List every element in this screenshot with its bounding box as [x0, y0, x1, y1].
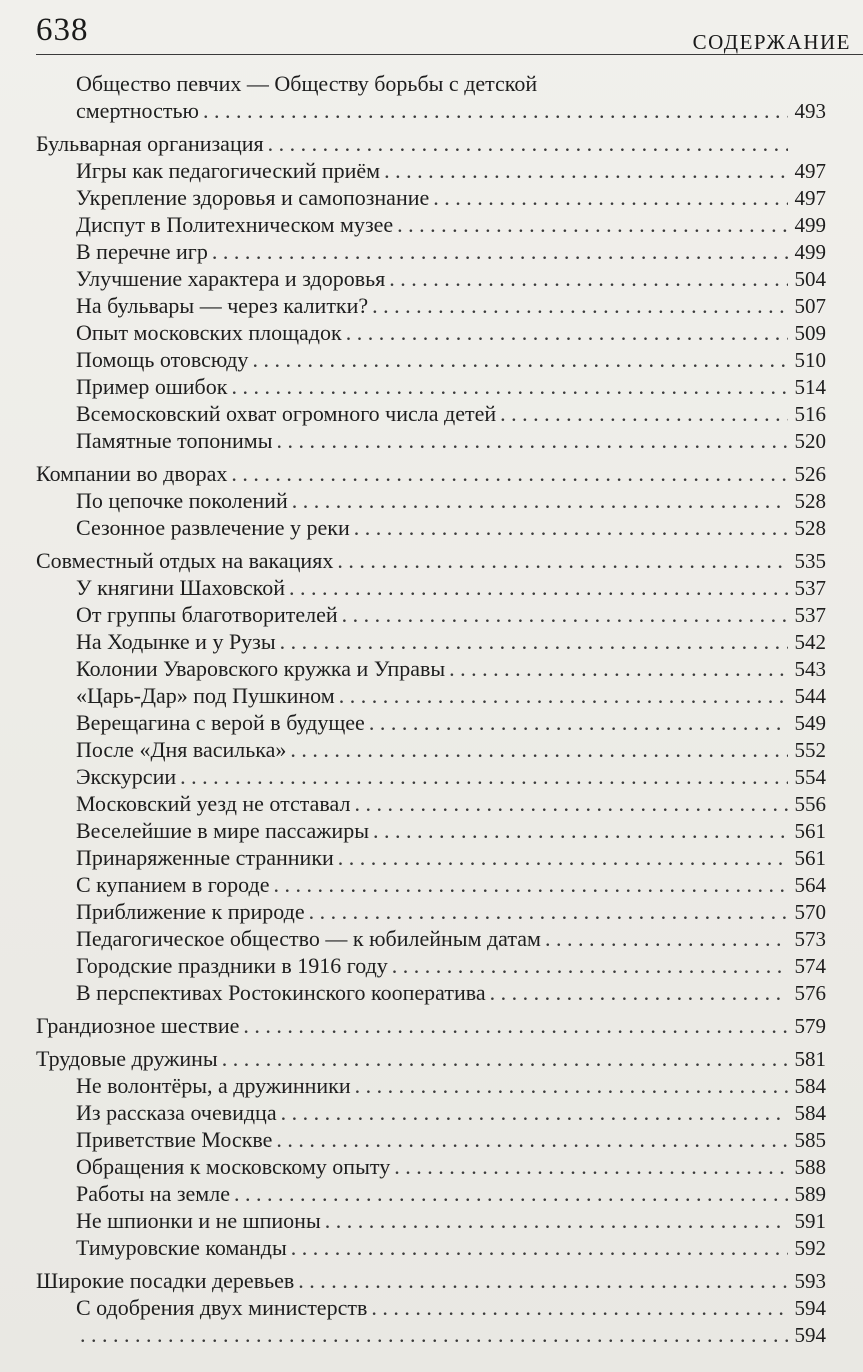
- toc-page-number: 544: [794, 684, 826, 708]
- toc-leader-dots: [325, 1207, 788, 1234]
- toc-entry-title: В перечне игр: [76, 239, 208, 264]
- toc-entry-title: Приветствие Москве: [76, 1127, 273, 1152]
- toc-leader-dots: [243, 1012, 788, 1039]
- toc-entry-title: Диспут в Политехническом музее: [76, 212, 394, 237]
- toc-entry-title: На Ходынке и у Рузы: [76, 629, 276, 654]
- toc-leader-dots: [373, 817, 788, 844]
- toc-section-row: [36, 130, 826, 157]
- toc-page-number: 564: [794, 873, 826, 897]
- toc-entry-row: [36, 1234, 826, 1261]
- toc-entry-title: Сезонное развлечение у реки: [76, 515, 350, 540]
- toc-leader-dots: [280, 628, 788, 655]
- toc-leader-dots: [346, 319, 788, 346]
- toc-page-number: 507: [794, 294, 826, 318]
- running-head: СОДЕРЖАНИЕ: [692, 30, 851, 54]
- toc-leader-dots: [392, 952, 788, 979]
- toc-section-row: [36, 547, 826, 574]
- toc-section-row: [36, 1267, 826, 1294]
- toc-entry-row: [36, 1294, 826, 1321]
- toc-entry-row: [36, 871, 826, 898]
- table-of-contents: [36, 70, 826, 1348]
- toc-page-number: 594: [794, 1323, 826, 1347]
- toc-leader-dots: [231, 373, 788, 400]
- toc-entry-row: [36, 292, 826, 319]
- toc-page-number: 514: [794, 375, 826, 399]
- toc-entry-title: От группы благотворителей: [76, 602, 338, 627]
- toc-entry-row: [36, 211, 826, 238]
- toc-leader-dots: [490, 979, 788, 1006]
- toc-leader-dots: [292, 487, 788, 514]
- toc-entry-row: [36, 925, 826, 952]
- toc-entry-row: [36, 97, 826, 124]
- toc-leader-dots: [369, 709, 788, 736]
- toc-entry-row: [36, 952, 826, 979]
- toc-entry-row: [36, 763, 826, 790]
- toc-entry-row: [36, 514, 826, 541]
- toc-leader-dots: [180, 763, 788, 790]
- toc-entry-title: После «Дня василька»: [76, 737, 287, 762]
- toc-entry-row: [36, 601, 826, 628]
- toc-leader-dots: [342, 601, 788, 628]
- toc-entry-row: [36, 709, 826, 736]
- toc-entry-row: [36, 427, 826, 454]
- toc-leader-dots: [234, 1180, 788, 1207]
- toc-page-number: 552: [794, 738, 826, 762]
- toc-leader-dots: [80, 1321, 788, 1348]
- toc-entry-title: Веселейшие в мире пассажиры: [76, 818, 369, 843]
- toc-entry-row: [36, 979, 826, 1006]
- toc-page-number: 497: [794, 186, 826, 210]
- toc-entry-title: Укрепление здоровья и самопознание: [76, 185, 430, 210]
- toc-leader-dots: [281, 1099, 788, 1126]
- toc-entry-title: На бульвары — через калитки?: [76, 293, 369, 318]
- toc-entry-row: [36, 1126, 826, 1153]
- toc-entry-title: Городские праздники в 1916 году: [76, 953, 388, 978]
- toc-entry-row: [36, 184, 826, 211]
- toc-leader-dots: [371, 1294, 788, 1321]
- toc-entry-row: [36, 898, 826, 925]
- toc-page-number: 585: [794, 1128, 826, 1152]
- toc-page-number: 504: [794, 267, 826, 291]
- toc-entry-title: Опыт московских площадок: [76, 320, 342, 345]
- toc-entry-row: [36, 790, 826, 817]
- toc-page-number: 574: [794, 954, 826, 978]
- toc-entry-row: [36, 373, 826, 400]
- toc-page-number: 528: [794, 516, 826, 540]
- toc-leader-dots: [290, 736, 788, 763]
- toc-entry-row: [36, 817, 826, 844]
- toc-entry-title: Верещагина с верой в будущее: [76, 710, 365, 735]
- toc-leader-dots: [274, 871, 788, 898]
- toc-leader-dots: [355, 1072, 788, 1099]
- toc-entry-title: С одобрения двух министерств: [76, 1295, 368, 1320]
- toc-page-number: 510: [794, 348, 826, 372]
- toc-entry-title: Не волонтёры, а дружинники: [76, 1073, 351, 1098]
- toc-page-number: 593: [794, 1269, 826, 1293]
- toc-page-number: 499: [794, 213, 826, 237]
- toc-page-number: 589: [794, 1182, 826, 1206]
- toc-entry-row: [36, 1321, 826, 1348]
- toc-entry-row: [36, 346, 826, 373]
- toc-page-number: 576: [794, 981, 826, 1005]
- toc-leader-dots: [276, 1126, 788, 1153]
- toc-leader-dots: [291, 1234, 788, 1261]
- toc-page-number: 584: [794, 1101, 826, 1125]
- toc-leader-dots: [433, 184, 788, 211]
- toc-entry-title: Московский уезд не отставал: [76, 791, 351, 816]
- toc-entry-title: Не шпионки и не шпионы: [76, 1208, 321, 1233]
- toc-leader-dots: [449, 655, 788, 682]
- toc-leader-dots: [289, 574, 788, 601]
- toc-page-number: 528: [794, 489, 826, 513]
- toc-section-row: [36, 1045, 826, 1072]
- toc-leader-dots: [268, 130, 788, 157]
- toc-entry-title: Принаряженные странники: [76, 845, 334, 870]
- toc-entry-title: Игры как педагогический приём: [76, 158, 381, 183]
- toc-entry-row: [36, 487, 826, 514]
- toc-entry-title: В перспективах Ростокинского кооператива: [76, 980, 486, 1005]
- toc-entry-row: [36, 1099, 826, 1126]
- header-rule: [36, 54, 863, 55]
- toc-leader-dots: [394, 1153, 788, 1180]
- toc-section-row: [36, 1012, 826, 1039]
- toc-entry-row: [36, 157, 826, 184]
- toc-page-number: 594: [794, 1296, 826, 1320]
- toc-page-number: 554: [794, 765, 826, 789]
- toc-page-number: 556: [794, 792, 826, 816]
- toc-leader-dots: [337, 547, 788, 574]
- toc-entry-title: У княгини Шаховской: [76, 575, 285, 600]
- toc-entry-title: Улучшение характера и здоровья: [76, 266, 386, 291]
- toc-page-number: 497: [794, 159, 826, 183]
- toc-entry-row: [36, 682, 826, 709]
- toc-page-number: 509: [794, 321, 826, 345]
- toc-page-number: 561: [794, 846, 826, 870]
- toc-section-title: Широкие посадки деревьев: [36, 1268, 295, 1293]
- toc-leader-dots: [545, 925, 788, 952]
- page-header: [36, 10, 863, 56]
- toc-entry-title: Пример ошибок: [76, 374, 228, 399]
- toc-entry-title: Из рассказа очевидца: [76, 1100, 277, 1125]
- toc-leader-dots: [298, 1267, 788, 1294]
- toc-page-number: 561: [794, 819, 826, 843]
- toc-page-number: 570: [794, 900, 826, 924]
- toc-entry-row: [36, 1180, 826, 1207]
- toc-entry-row: [36, 844, 826, 871]
- toc-entry-title: По цепочке поколений: [76, 488, 288, 513]
- toc-entry-title: С купанием в городе: [76, 872, 270, 897]
- toc-entry-title: Памятные топонимы: [76, 428, 273, 453]
- toc-entry-row: [36, 238, 826, 265]
- toc-page-number: 581: [794, 1047, 826, 1071]
- toc-page-number: 592: [794, 1236, 826, 1260]
- toc-entry-row: [36, 574, 826, 601]
- toc-page-number: 526: [794, 462, 826, 486]
- toc-leader-dots: [397, 211, 788, 238]
- toc-page-number: 499: [794, 240, 826, 264]
- toc-leader-dots: [384, 157, 788, 184]
- toc-page-number: 493: [794, 99, 826, 123]
- toc-leader-dots: [354, 790, 788, 817]
- toc-entry-title: Работы на земле: [76, 1181, 230, 1206]
- toc-continued-title: Общество певчих — Обществу борьбы с детской: [76, 71, 538, 96]
- toc-entry-title: Тимуровские команды: [76, 1235, 287, 1260]
- toc-entry-row: [36, 736, 826, 763]
- toc-section-title: Бульварная организация: [36, 131, 264, 156]
- toc-page-number: 542: [794, 630, 826, 654]
- toc-entry-row: [36, 265, 826, 292]
- toc-leader-dots: [389, 265, 788, 292]
- toc-leader-dots: [338, 844, 788, 871]
- toc-page-number: 516: [794, 402, 826, 426]
- toc-entry-row: [36, 1072, 826, 1099]
- toc-leader-dots: [222, 1045, 788, 1072]
- toc-entry-title: Колонии Уваровского кружка и Управы: [76, 656, 446, 681]
- toc-entry-title: Приближение к природе: [76, 899, 305, 924]
- toc-page-number: 537: [794, 603, 826, 627]
- toc-page-number: 543: [794, 657, 826, 681]
- toc-leader-dots: [500, 400, 788, 427]
- toc-page-number: 537: [794, 576, 826, 600]
- toc-entry-title: Всемосковский охват огромного числа детей: [76, 401, 497, 426]
- toc-leader-dots: [212, 238, 788, 265]
- toc-entry-row: [36, 628, 826, 655]
- toc-leader-dots: [372, 292, 788, 319]
- toc-entry-title: Обращения к московскому опыту: [76, 1154, 391, 1179]
- toc-leader-dots: [203, 97, 788, 124]
- toc-entry-title: смертностью: [76, 98, 199, 123]
- toc-entry-row: [36, 1153, 826, 1180]
- toc-section-title: Грандиозное шествие: [36, 1013, 240, 1038]
- toc-entry-title: Педагогическое общество — к юбилейным датам: [76, 926, 541, 951]
- toc-entry-title: Помощь отовсюду: [76, 347, 249, 372]
- toc-entry-row: [36, 319, 826, 346]
- toc-section-title: Компании во дворах: [36, 461, 228, 486]
- page-number: 638: [36, 12, 89, 48]
- toc-page-number: 573: [794, 927, 826, 951]
- toc-page-number: 579: [794, 1014, 826, 1038]
- toc-page-number: 535: [794, 549, 826, 573]
- toc-leader-dots: [354, 514, 788, 541]
- toc-page-number: 549: [794, 711, 826, 735]
- toc-entry-row: [36, 400, 826, 427]
- toc-section-title: Трудовые дружины: [36, 1046, 218, 1071]
- toc-leader-dots: [252, 346, 788, 373]
- toc-entry-title: Экскурсии: [76, 764, 177, 789]
- toc-entry-title: «Царь-Дар» под Пушкином: [76, 683, 335, 708]
- toc-section-row: [36, 460, 826, 487]
- toc-leader-dots: [309, 898, 788, 925]
- toc-leader-dots: [231, 460, 788, 487]
- toc-section-title: Совместный отдых на вакациях: [36, 548, 334, 573]
- toc-leader-dots: [276, 427, 788, 454]
- toc-leader-dots: [339, 682, 788, 709]
- toc-page-number: 588: [794, 1155, 826, 1179]
- toc-entry-row: [36, 655, 826, 682]
- toc-page-number: 584: [794, 1074, 826, 1098]
- toc-page-number: 591: [794, 1209, 826, 1233]
- toc-page-number: 520: [794, 429, 826, 453]
- toc-entry-row: [36, 1207, 826, 1234]
